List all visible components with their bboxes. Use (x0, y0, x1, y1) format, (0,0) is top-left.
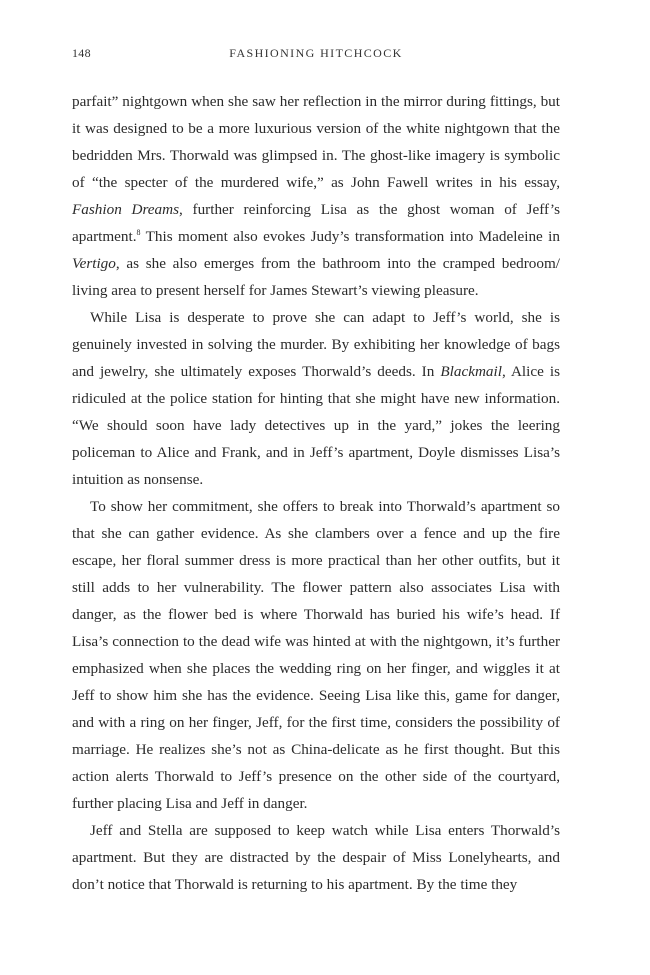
italic-title: Blackmail (440, 363, 502, 380)
text-run: parfait” nightgown when she saw her reflection in the mirror during fittings, but it was designed to be a more luxurious version of the white nightgown that the bedridden Mrs. Thorwald was glimpsed in. The ghost-like imagery is symbolic of “the specter of the murdered wife,” as John Fawell writes in his essay, (72, 93, 560, 191)
page-header (72, 46, 560, 66)
text-run: , further reinforcing Lisa as the ghost woman of Jeff’s apartment. (72, 201, 561, 245)
text-run: , Alice is ridiculed at the police station for hinting that she might have new information. “We should soon have lady detectives up in the yard,” jokes the leering policeman to Alice and Frank, and in Jeff’s apartment, Doyle dismisses Lisa’s intuition as nonsense. (72, 363, 560, 488)
text-run: Jeff and Stella are supposed to keep watch while Lisa enters Thorwald’s apartment. But they are distracted by the despair of Miss Lonelyhearts, and don’t notice that Thorwald is returning to his apartment. By the time they (72, 822, 560, 893)
text-run: While Lisa is desperate to prove she can adapt to Jeff’s world, she is genuinely invested in solving the murder. By exhibiting her knowledge of bags and jewelry, she ultimately exposes Thorwald’s deeds. In (72, 309, 560, 380)
italic-title: Fashion Dreams (72, 201, 180, 218)
running-head: FASHIONING HITCHCOCK (229, 46, 403, 60)
paragraph (72, 88, 560, 304)
page-number: 148 (72, 46, 91, 60)
paragraph (72, 493, 560, 817)
italic-title: Vertigo (72, 255, 116, 272)
text-run: To show her commitment, she offers to break into Thorwald’s apartment so that she can gather evidence. As she clambers over a fence and up the fire escape, her floral summer dress is more practical than her other outfits, but it still adds to her vulnerability. The flower pattern also associates Lisa with danger, as the flower bed is where Thorwald has buried his wife’s head. If Lisa’s connection to the dead wife was hinted at with the nightgown, it’s further emphasized when she places the wedding ring on her finger, and wiggles it at Jeff to show him she has the evidence. Seeing Lisa like this, game for danger, and with a ring on her finger, Jeff, for the first time, considers the possibility of marriage. He realizes she’s not as China-delicate as he first thought. But this action alerts Thorwald to Jeff’s presence on the other side of the courtyard, further placing Lisa and Jeff in danger. (72, 498, 560, 812)
text-run: , as she also emerges from the bathroom into the cramped bedroom/ living area to present herself for James Stewart’s viewing pleasure. (72, 255, 560, 299)
body-text (72, 88, 560, 898)
footnote-reference: 8 (136, 228, 141, 237)
text-run: This moment also evokes Judy’s transformation into Madeleine in (140, 228, 560, 245)
paragraph (72, 304, 560, 493)
paragraph (72, 817, 560, 898)
